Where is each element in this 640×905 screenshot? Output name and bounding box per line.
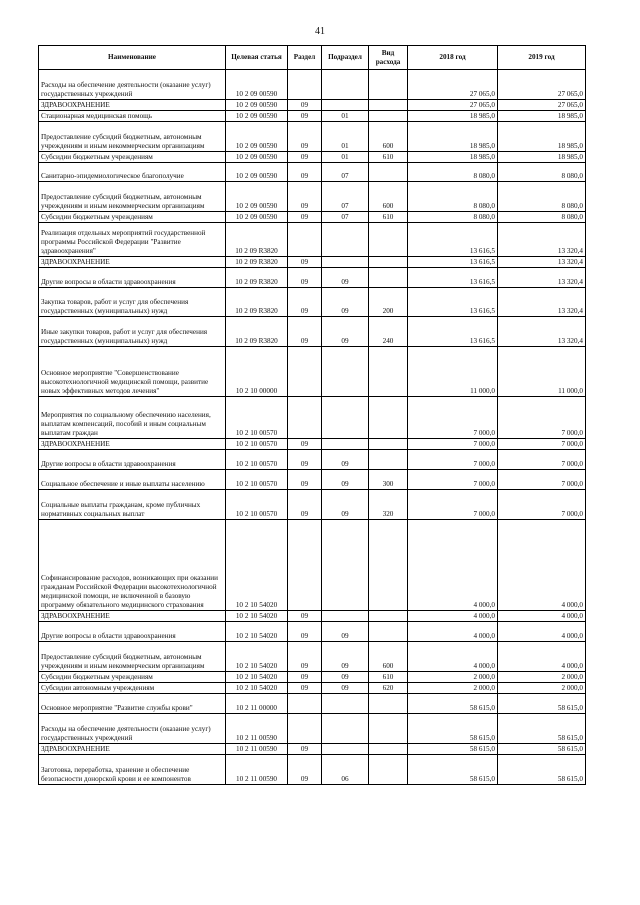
row-amount-2018: 13 616,5: [408, 268, 498, 288]
row-amount-2019: 58 615,0: [498, 755, 586, 785]
row-target-article: 10 2 09 R3820: [226, 257, 288, 268]
row-target-article: 10 2 09 00590: [226, 163, 288, 182]
row-target-article: 10 2 10 54020: [226, 611, 288, 622]
row-name: Реализация отдельных мероприятий государственной программы Российской Федерации "Развитие здравоохранения": [39, 223, 226, 257]
row-expense-type: 620: [369, 683, 408, 694]
row-target-article: 10 2 10 00570: [226, 439, 288, 450]
row-subsection: [322, 223, 369, 257]
row-expense-type: 610: [369, 212, 408, 223]
row-subsection: 09: [322, 683, 369, 694]
row-expense-type: 320: [369, 490, 408, 520]
row-target-article: 10 2 09 00590: [226, 212, 288, 223]
row-expense-type: [369, 611, 408, 622]
table-row: [39, 611, 586, 622]
header-section: Раздел: [288, 46, 322, 70]
row-subsection: 07: [322, 163, 369, 182]
row-subsection: 01: [322, 122, 369, 152]
row-section: [288, 694, 322, 714]
row-subsection: [322, 714, 369, 744]
table-row: [39, 257, 586, 268]
row-amount-2018: 13 616,5: [408, 288, 498, 317]
row-amount-2019: 7 000,0: [498, 490, 586, 520]
row-name: Другие вопросы в области здравоохранения: [39, 450, 226, 470]
row-amount-2019: 7 000,0: [498, 439, 586, 450]
table-row: [39, 347, 586, 397]
row-expense-type: [369, 268, 408, 288]
row-name: ЗДРАВООХРАНЕНИЕ: [39, 744, 226, 755]
table-row: [39, 490, 586, 520]
table-row: [39, 397, 586, 439]
row-amount-2018: 7 000,0: [408, 470, 498, 490]
header-name: Наименование: [39, 46, 226, 70]
header-target-article: Целевая статья: [226, 46, 288, 70]
row-expense-type: [369, 111, 408, 122]
row-amount-2018: 7 000,0: [408, 450, 498, 470]
row-section: 09: [288, 152, 322, 163]
row-name: Софинансирование расходов, возникающих при оказании гражданам Российской Федерации высокотехнологичной медицинской помощи, не включенной в базовую программу обязательного медицинского страхования: [39, 520, 226, 611]
row-amount-2018: 4 000,0: [408, 622, 498, 642]
row-expense-type: 610: [369, 672, 408, 683]
row-name: Расходы на обеспечение деятельности (оказание услуг) государственных учреждений: [39, 714, 226, 744]
row-expense-type: [369, 257, 408, 268]
row-section: [288, 347, 322, 397]
row-subsection: [322, 70, 369, 100]
row-amount-2018: 13 616,5: [408, 257, 498, 268]
row-section: 09: [288, 622, 322, 642]
table-row: [39, 122, 586, 152]
row-target-article: 10 2 10 00000: [226, 347, 288, 397]
row-name: Субсидии бюджетным учреждениям: [39, 212, 226, 223]
row-section: 09: [288, 611, 322, 622]
row-target-article: 10 2 11 00590: [226, 744, 288, 755]
row-amount-2019: 8 080,0: [498, 182, 586, 212]
row-amount-2019: 2 000,0: [498, 672, 586, 683]
row-amount-2019: 4 000,0: [498, 520, 586, 611]
row-amount-2018: 7 000,0: [408, 439, 498, 450]
row-name: ЗДРАВООХРАНЕНИЕ: [39, 439, 226, 450]
row-target-article: 10 2 11 00590: [226, 714, 288, 744]
table-row: [39, 450, 586, 470]
table-row: [39, 212, 586, 223]
row-name: ЗДРАВООХРАНЕНИЕ: [39, 611, 226, 622]
row-section: 09: [288, 490, 322, 520]
row-amount-2018: 4 000,0: [408, 642, 498, 672]
row-amount-2019: 2 000,0: [498, 683, 586, 694]
table-row: [39, 622, 586, 642]
row-section: [288, 714, 322, 744]
row-amount-2019: 7 000,0: [498, 450, 586, 470]
row-section: [288, 223, 322, 257]
table-row: [39, 70, 586, 100]
table-row: [39, 439, 586, 450]
header-subsection: Подраздел: [322, 46, 369, 70]
row-amount-2019: 58 615,0: [498, 714, 586, 744]
row-amount-2019: 13 320,4: [498, 257, 586, 268]
row-amount-2019: 13 320,4: [498, 288, 586, 317]
row-name: Социальное обеспечение и иные выплаты населению: [39, 470, 226, 490]
row-subsection: 07: [322, 212, 369, 223]
table-row: [39, 111, 586, 122]
row-expense-type: 240: [369, 317, 408, 347]
row-section: 09: [288, 122, 322, 152]
row-amount-2018: 8 080,0: [408, 182, 498, 212]
row-target-article: 10 2 11 00000: [226, 694, 288, 714]
header-year-2019: 2019 год: [498, 46, 586, 70]
row-name: ЗДРАВООХРАНЕНИЕ: [39, 257, 226, 268]
row-subsection: [322, 397, 369, 439]
row-name: Заготовка, переработка, хранение и обеспечение безопасности донорской крови и ее компонентов: [39, 755, 226, 785]
row-expense-type: [369, 694, 408, 714]
row-amount-2018: 18 985,0: [408, 111, 498, 122]
row-section: 09: [288, 163, 322, 182]
row-name: Социальные выплаты гражданам, кроме публичных нормативных социальных выплат: [39, 490, 226, 520]
row-name: Основное мероприятие "Развитие службы крови": [39, 694, 226, 714]
row-subsection: [322, 257, 369, 268]
row-section: 09: [288, 288, 322, 317]
row-subsection: [322, 439, 369, 450]
row-section: 09: [288, 317, 322, 347]
row-expense-type: 600: [369, 642, 408, 672]
row-section: 09: [288, 257, 322, 268]
row-amount-2018: 7 000,0: [408, 397, 498, 439]
row-section: 09: [288, 450, 322, 470]
row-subsection: 09: [322, 642, 369, 672]
row-section: 09: [288, 212, 322, 223]
table-row: [39, 223, 586, 257]
row-target-article: 10 2 09 R3820: [226, 288, 288, 317]
row-target-article: 10 2 09 00590: [226, 152, 288, 163]
row-name: Иные закупки товаров, работ и услуг для обеспечения государственных (муниципальных) нужд: [39, 317, 226, 347]
row-expense-type: [369, 714, 408, 744]
row-section: [288, 397, 322, 439]
row-subsection: [322, 520, 369, 611]
row-amount-2019: 8 080,0: [498, 163, 586, 182]
row-expense-type: [369, 397, 408, 439]
row-target-article: 10 2 10 00570: [226, 397, 288, 439]
row-expense-type: [369, 755, 408, 785]
row-amount-2018: 58 615,0: [408, 714, 498, 744]
row-subsection: 07: [322, 182, 369, 212]
row-section: 09: [288, 470, 322, 490]
row-subsection: 09: [322, 268, 369, 288]
row-subsection: 09: [322, 622, 369, 642]
table-row: [39, 268, 586, 288]
row-subsection: 01: [322, 111, 369, 122]
row-amount-2018: 18 985,0: [408, 152, 498, 163]
row-subsection: 09: [322, 470, 369, 490]
row-expense-type: [369, 347, 408, 397]
row-target-article: 10 2 11 00590: [226, 755, 288, 785]
row-amount-2019: 4 000,0: [498, 642, 586, 672]
row-section: 09: [288, 268, 322, 288]
row-target-article: 10 2 10 54020: [226, 520, 288, 611]
row-amount-2019: 13 320,4: [498, 268, 586, 288]
row-subsection: 09: [322, 317, 369, 347]
row-name: Другие вопросы в области здравоохранения: [39, 622, 226, 642]
row-target-article: 10 2 09 00590: [226, 182, 288, 212]
row-subsection: 09: [322, 288, 369, 317]
row-amount-2019: 4 000,0: [498, 611, 586, 622]
row-subsection: 09: [322, 450, 369, 470]
row-amount-2018: 18 985,0: [408, 122, 498, 152]
row-target-article: 10 2 09 00590: [226, 122, 288, 152]
row-subsection: [322, 100, 369, 111]
row-expense-type: [369, 520, 408, 611]
row-target-article: 10 2 09 R3820: [226, 223, 288, 257]
row-name: Закупка товаров, работ и услуг для обеспечения государственных (муниципальных) нужд: [39, 288, 226, 317]
row-amount-2019: 58 615,0: [498, 694, 586, 714]
row-expense-type: 200: [369, 288, 408, 317]
row-amount-2019: 7 000,0: [498, 397, 586, 439]
row-target-article: 10 2 10 54020: [226, 622, 288, 642]
row-name: Расходы на обеспечение деятельности (оказание услуг) государственных учреждений: [39, 70, 226, 100]
table-row: [39, 470, 586, 490]
row-section: 09: [288, 755, 322, 785]
row-amount-2019: 27 065,0: [498, 70, 586, 100]
row-amount-2019: 18 985,0: [498, 152, 586, 163]
row-target-article: 10 2 09 R3820: [226, 268, 288, 288]
row-amount-2019: 7 000,0: [498, 470, 586, 490]
row-amount-2018: 27 065,0: [408, 70, 498, 100]
table-row: [39, 642, 586, 672]
row-amount-2018: 7 000,0: [408, 490, 498, 520]
table-row: [39, 163, 586, 182]
row-section: 09: [288, 672, 322, 683]
row-amount-2019: 13 320,4: [498, 317, 586, 347]
row-amount-2018: 2 000,0: [408, 672, 498, 683]
row-target-article: 10 2 09 R3820: [226, 317, 288, 347]
row-target-article: 10 2 10 00570: [226, 470, 288, 490]
row-expense-type: [369, 622, 408, 642]
table-row: [39, 100, 586, 111]
row-amount-2019: 27 065,0: [498, 100, 586, 111]
row-amount-2018: 58 615,0: [408, 694, 498, 714]
row-amount-2018: 2 000,0: [408, 683, 498, 694]
row-amount-2019: 13 320,4: [498, 223, 586, 257]
header-expense-type: Вид расхода: [369, 46, 408, 70]
row-name: Субсидии бюджетным учреждениям: [39, 672, 226, 683]
row-target-article: 10 2 10 54020: [226, 672, 288, 683]
row-expense-type: 610: [369, 152, 408, 163]
row-subsection: 06: [322, 755, 369, 785]
row-subsection: 09: [322, 672, 369, 683]
row-subsection: [322, 611, 369, 622]
row-amount-2019: 18 985,0: [498, 111, 586, 122]
row-expense-type: [369, 744, 408, 755]
row-section: 09: [288, 182, 322, 212]
row-subsection: 01: [322, 152, 369, 163]
row-amount-2018: 58 615,0: [408, 744, 498, 755]
table-row: [39, 694, 586, 714]
table-row: [39, 317, 586, 347]
row-expense-type: 600: [369, 122, 408, 152]
row-target-article: 10 2 09 00590: [226, 100, 288, 111]
row-amount-2018: 27 065,0: [408, 100, 498, 111]
row-amount-2018: 11 000,0: [408, 347, 498, 397]
row-section: 09: [288, 642, 322, 672]
table-row: [39, 182, 586, 212]
table-row: [39, 744, 586, 755]
row-section: 09: [288, 439, 322, 450]
row-section: 09: [288, 100, 322, 111]
row-name: Другие вопросы в области здравоохранения: [39, 268, 226, 288]
row-name: Основное мероприятие "Совершенствование высокотехнологичной медицинской помощи, развитие новых эффективных методов лечения": [39, 347, 226, 397]
row-section: 09: [288, 744, 322, 755]
row-target-article: 10 2 10 00570: [226, 490, 288, 520]
table-row: [39, 714, 586, 744]
row-amount-2019: 58 615,0: [498, 744, 586, 755]
table-header-row: [39, 46, 586, 70]
row-amount-2018: 13 616,5: [408, 223, 498, 257]
row-expense-type: [369, 223, 408, 257]
table-row: [39, 520, 586, 611]
row-subsection: 09: [322, 490, 369, 520]
row-amount-2019: 18 985,0: [498, 122, 586, 152]
table-row: [39, 755, 586, 785]
row-name: Предоставление субсидий бюджетным, автономным учреждениям и иным некоммерческим организациям: [39, 182, 226, 212]
row-amount-2018: 8 080,0: [408, 163, 498, 182]
row-amount-2019: 4 000,0: [498, 622, 586, 642]
row-expense-type: 300: [369, 470, 408, 490]
row-subsection: [322, 744, 369, 755]
row-amount-2018: 8 080,0: [408, 212, 498, 223]
row-subsection: [322, 347, 369, 397]
row-expense-type: [369, 163, 408, 182]
row-target-article: 10 2 10 54020: [226, 683, 288, 694]
table-row: [39, 152, 586, 163]
row-expense-type: [369, 450, 408, 470]
row-name: Субсидии бюджетным учреждениям: [39, 152, 226, 163]
row-expense-type: 600: [369, 182, 408, 212]
row-target-article: 10 2 09 00590: [226, 111, 288, 122]
table-row: [39, 683, 586, 694]
page-number: 41: [315, 26, 325, 37]
table-row: [39, 672, 586, 683]
row-name: ЗДРАВООХРАНЕНИЕ: [39, 100, 226, 111]
row-target-article: 10 2 09 00590: [226, 70, 288, 100]
row-amount-2018: 13 616,5: [408, 317, 498, 347]
row-section: 09: [288, 683, 322, 694]
row-amount-2019: 11 000,0: [498, 347, 586, 397]
row-amount-2018: 4 000,0: [408, 520, 498, 611]
row-section: [288, 70, 322, 100]
row-expense-type: [369, 70, 408, 100]
row-name: Предоставление субсидий бюджетным, автономным учреждениям и иным некоммерческим организациям: [39, 122, 226, 152]
row-expense-type: [369, 439, 408, 450]
row-amount-2018: 4 000,0: [408, 611, 498, 622]
header-year-2018: 2018 год: [408, 46, 498, 70]
row-name: Предоставление субсидий бюджетным, автономным учреждениям и иным некоммерческим организациям: [39, 642, 226, 672]
row-name: Мероприятия по социальному обеспечению населения, выплатам компенсаций, пособий и иным социальным выплатам граждан: [39, 397, 226, 439]
row-section: 09: [288, 111, 322, 122]
row-amount-2018: 58 615,0: [408, 755, 498, 785]
table-row: [39, 288, 586, 317]
row-expense-type: [369, 100, 408, 111]
row-name: Санитарно-эпидемиологическое благополучие: [39, 163, 226, 182]
row-name: Субсидии автономным учреждениям: [39, 683, 226, 694]
row-subsection: [322, 694, 369, 714]
row-target-article: 10 2 10 54020: [226, 642, 288, 672]
row-target-article: 10 2 10 00570: [226, 450, 288, 470]
row-amount-2019: 8 080,0: [498, 212, 586, 223]
row-name: Стационарная медицинская помощь: [39, 111, 226, 122]
row-section: [288, 520, 322, 611]
budget-table: [38, 45, 586, 785]
